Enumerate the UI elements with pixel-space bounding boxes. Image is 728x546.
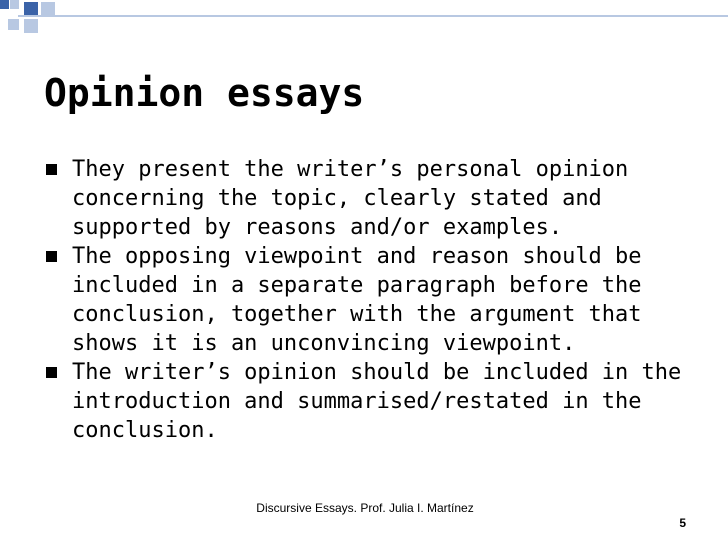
- bullet-list: [44, 155, 684, 445]
- bullet-item: [44, 242, 684, 358]
- decoration-square: [41, 2, 55, 16]
- bullet-item: [44, 155, 684, 242]
- bullet-text: The opposing viewpoint and reason should be included in a separate paragraph before the conclusion, together with the argument that shows it is an unconvincing viewpoint.: [72, 244, 642, 356]
- slide-footer: Discursive Essays. Prof. Julia I. Martínez: [256, 501, 474, 515]
- decoration-square: [0, 0, 9, 9]
- square-bullet-icon: [46, 367, 57, 378]
- decoration-square: [24, 2, 38, 16]
- decoration-square: [10, 0, 19, 9]
- page-number: 5: [679, 516, 686, 530]
- bullet-text: The writer’s opinion should be included in the introduction and summarised/restated in the conclusion.: [72, 360, 682, 443]
- bullet-item: [44, 358, 684, 445]
- square-bullet-icon: [46, 251, 57, 262]
- slide-title: Opinion essays: [44, 71, 365, 115]
- decoration-square: [24, 19, 38, 33]
- square-bullet-icon: [46, 164, 57, 175]
- bullet-text: They present the writer’s personal opinion concerning the topic, clearly stated and supported by reasons and/or examples.: [72, 157, 629, 240]
- corner-decoration: [0, 0, 728, 40]
- decoration-square: [8, 19, 19, 30]
